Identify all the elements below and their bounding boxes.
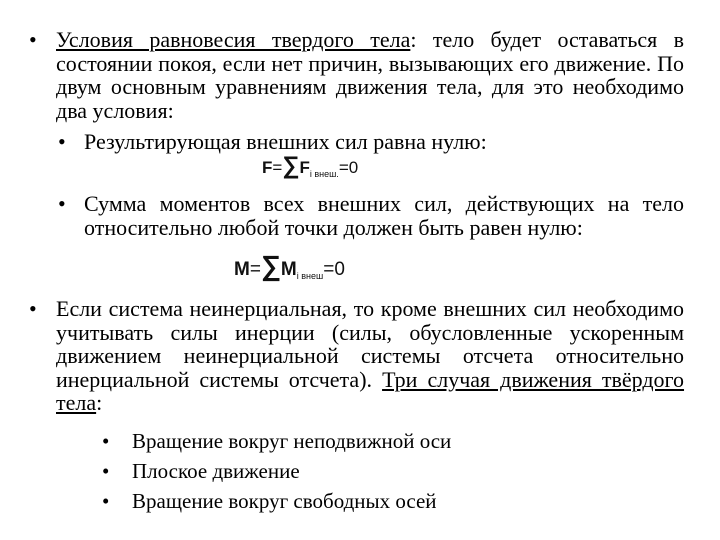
formula-forces [262,152,358,180]
formula-moments-rhs: =0 [323,259,345,280]
colon: : [96,390,103,415]
three-cases-link[interactable]: Три случая движения твёрдого тела [56,366,685,415]
formula-moments-eq: = [249,259,261,280]
formula-forces-rhs: =0 [338,158,359,177]
formula-forces-lhs: F [262,158,273,177]
bullet: • [102,459,110,483]
bullet: • [102,489,110,513]
paragraph-noninertial [56,297,684,415]
noninertial-text: Если система неинерциальная, то кроме внешних сил необходимо учитывать силы инерции (силы, обусловленные ускоренным движением неинерциальной системы отсчета относительно инерциальной системы отсчета). [56,296,684,392]
condition-moments: Сумма моментов всех внешних сил, действующих на тело относительно любой точки должен быть равен нулю: [84,191,684,240]
condition-forces: Результирующая внешних сил равна нулю: [84,129,487,154]
list-item [102,486,662,516]
formula-forces-eq: = [272,158,283,177]
case-plane-motion: Плоское движение [132,459,300,483]
equilibrium-term: Условия равновесия твердого тела [56,27,411,52]
formula-forces-subscript: i внеш. [309,169,339,179]
formula-moments-lhs: M [234,259,250,280]
sigma-symbol: ∑ [282,152,300,179]
case-rotation-fixed-axis: Вращение вокруг неподвижной оси [132,429,452,453]
bullet: • [58,191,66,216]
case-rotation-free-axes: Вращение вокруг свободных осей [132,489,437,513]
formula-moments-term: M [280,259,297,280]
list-item [102,456,662,486]
formula-moments-subscript: i внеш [296,271,324,281]
bullet: • [29,27,37,52]
list-item [102,426,662,456]
sigma-symbol: ∑ [260,250,281,281]
motion-cases-list [102,426,662,516]
equilibrium-text: : тело будет оставаться в состоянии покоя, если нет причин, вызывающих его движение. По двум основным уравнениям движения тела, для это необходимо два условия: [56,27,685,123]
paragraph-equilibrium [56,28,684,122]
formula-moments [234,250,345,282]
bullet: • [102,429,110,453]
formula-forces-term: F [299,158,310,177]
bullet: • [58,129,66,154]
bullet: • [29,296,37,321]
